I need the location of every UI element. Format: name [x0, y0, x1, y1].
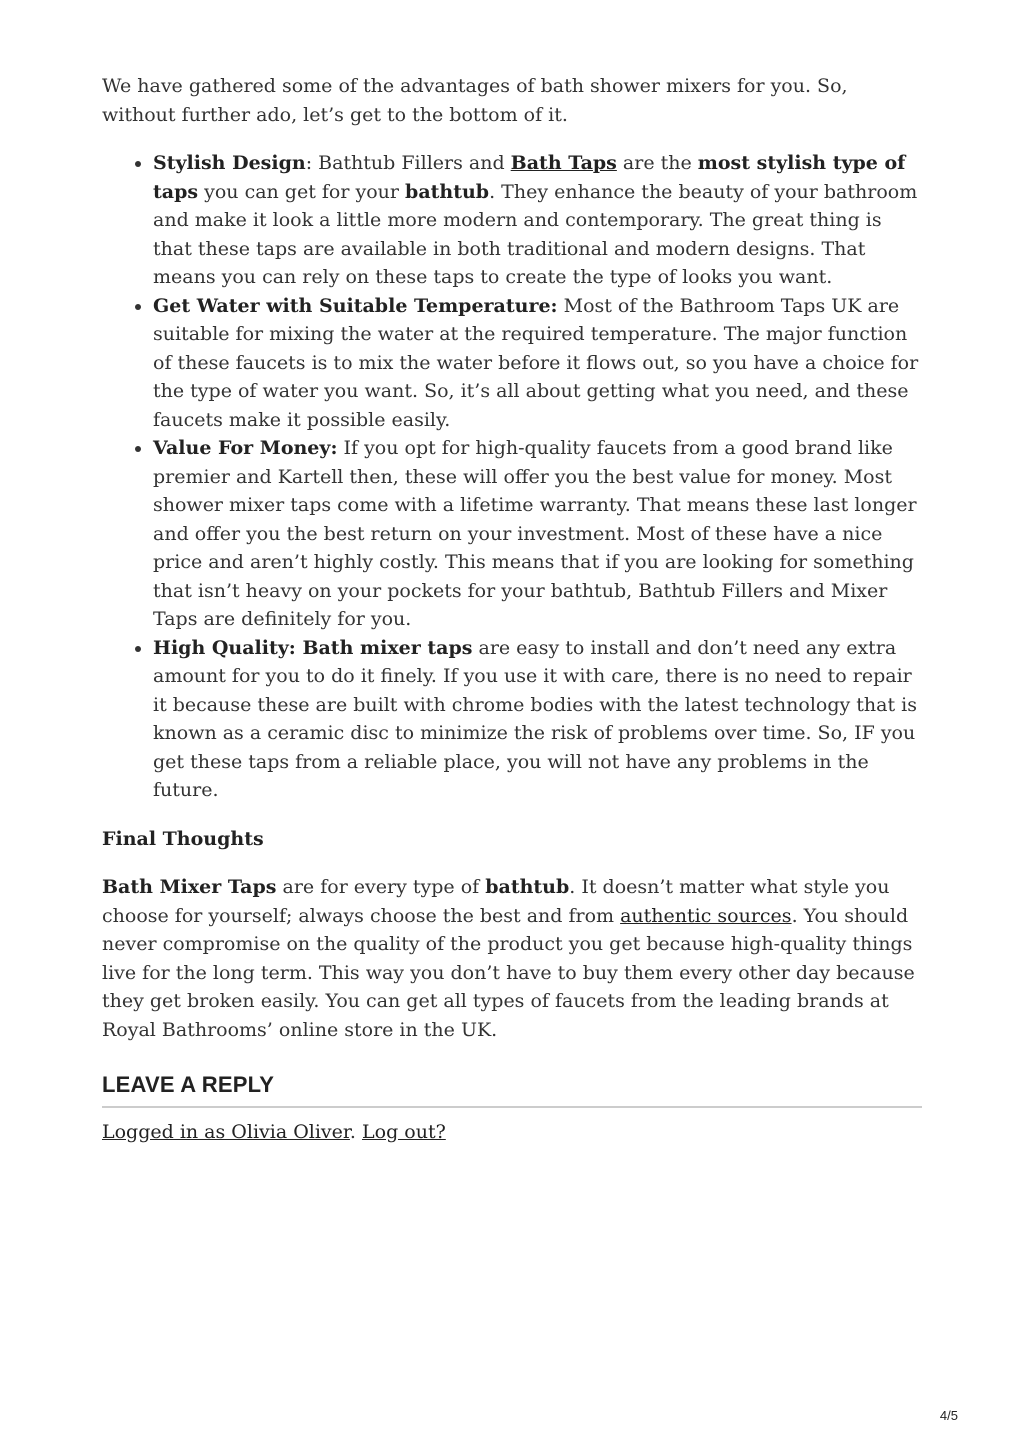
quality-text: are easy to install and don’t need any extra amount for you to do it finely. If you use it with care, there is no need to repair it because these are built with chrome bodies with the latest technology that is known as a ceramic disc to minimize the risk of problems over time. So, IF you get these taps from a reliable place, you will not have any problems in the future.	[153, 636, 917, 801]
quality-label: High Quality: Bath mixer taps	[153, 636, 473, 659]
final-bold-2: bathtub	[485, 876, 570, 898]
final-text-1: are for every type of	[276, 876, 486, 898]
stylish-text-1: : Bathtub Fillers and	[305, 152, 511, 174]
logout-link[interactable]: Log out?	[362, 1121, 446, 1143]
stylish-text-4: . They enhance the beauty of your bathroom and make it look a little more modern and contemporary. The great thing is that these taps are available in both traditional and modern designs. That means you can rely on these taps to create the type of looks you want.	[153, 180, 918, 288]
final-text-3: . You should never compromise on the quality of the product you get because high-quality things live for the long term. This way you don’t have to buy them every other day because they get broken easily. You can get all types of faucets from the leading brands at Royal Bathrooms’ online store in the UK.	[102, 904, 915, 1041]
value-label: Value For Money:	[153, 437, 338, 459]
value-text: If you opt for high-quality faucets from a good brand like premier and Kartell then, these will offer you the best value for money. Most shower mixer taps come with a lifetime warranty. That means these last longer and offer you the best return on your investment. Most of these have a nice price and aren’t highly costly. This means that if you are looking for something that isn’t heavy on your pockets for your bathtub, Bathtub Fillers and Mixer Taps are definitely for you.	[153, 437, 917, 630]
stylish-bold-2: most stylish type of taps	[153, 152, 906, 203]
final-paragraph	[102, 873, 922, 1044]
page-number: 4/5	[939, 1408, 958, 1423]
list-item-temperature	[153, 292, 922, 435]
stylish-bold-3: bathtub	[405, 180, 490, 203]
final-thoughts-heading: Final Thoughts	[102, 827, 264, 850]
final-text-2: . It doesn’t matter what style you choose for yourself; always choose the best and from	[102, 876, 890, 927]
intro-paragraph: We have gathered some of the advantages of bath shower mixers for you. So, without further ado, let’s get to the bottom of it.	[102, 75, 848, 126]
stylish-text-2: are the	[616, 152, 698, 174]
list-item-value-for-money	[153, 434, 922, 634]
list-item-stylish-design	[153, 149, 922, 292]
article-content	[102, 72, 922, 1147]
login-status	[102, 1118, 922, 1147]
leave-reply-heading: LEAVE A REPLY	[102, 1072, 922, 1108]
list-item-high-quality	[153, 634, 922, 805]
logged-in-user-link[interactable]: Logged in as Olivia Oliver	[102, 1121, 350, 1143]
stylish-text-3: you can get for your	[198, 180, 406, 203]
authentic-sources-link[interactable]: authentic sources	[620, 904, 792, 927]
bath-taps-link[interactable]: Bath Taps	[510, 152, 617, 174]
final-bold-1: Bath Mixer Taps	[102, 876, 277, 898]
temperature-text: Most of the Bathroom Taps UK are suitable for mixing the water at the required temperature. The major function of these faucets is to mix the water before it flows out, so you have a choice for the type of water you want. So, it’s all about getting what you need, and these faucets make it possible easily.	[153, 294, 919, 431]
temperature-label: Get Water with Suitable Temperature:	[153, 294, 558, 317]
stylish-label: Stylish Design	[153, 152, 306, 174]
login-separator: .	[349, 1121, 363, 1143]
advantages-list	[102, 149, 922, 805]
